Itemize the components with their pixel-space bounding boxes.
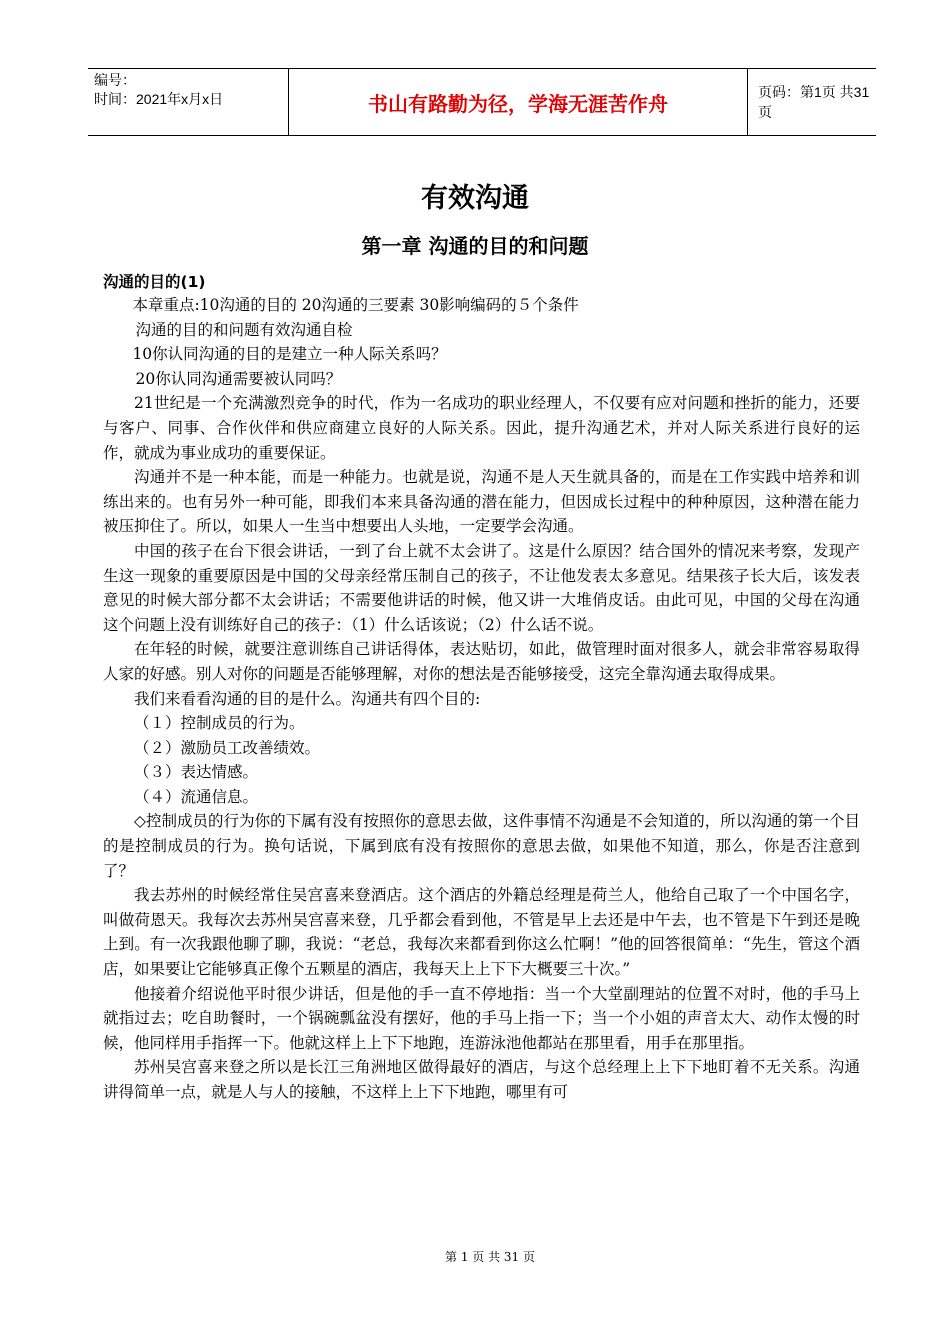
chapter-title: 第一章 沟通的目的和问题 xyxy=(361,234,589,258)
paragraph-question-1: 10你认同沟通的目的是建立一种人际关系吗？ xyxy=(132,345,447,364)
section-heading: 沟通的目的(1) xyxy=(103,273,206,291)
paragraph-question-2: 20你认同沟通需要被认同吗？ xyxy=(135,369,342,388)
document-body xyxy=(103,293,860,1105)
header-info-cell xyxy=(88,69,288,135)
paragraph: 在年轻的时候，就要注意训练自己讲话得体，表达贴切，如此，做管理时面对很多人，就会非常容易取得人家的好感。别人对你的问题是否能够理解，对你的想法是否能够接受，这完全靠沟通去取得成果。 xyxy=(103,640,860,683)
list-item: （２）激励员工改善绩效。 xyxy=(134,738,321,757)
header-page-number: 页码：第1页 共31页 xyxy=(758,84,870,120)
paragraph: 他接着介绍说他平时很少讲话，但是他的手一直不停地指：当一个大堂副理站的位置不对时，他的手马上就指过去；吃自助餐时，一个锅碗瓢盆没有摆好，他的手马上指一下；当一个小姐的声音太大、动作太慢的时候，他同样用手指挥一下。他就这样上上下下地跑，连游泳池他都站在那里看，用手在那里指。 xyxy=(103,984,860,1052)
list-item: （４）流通信息。 xyxy=(134,787,259,806)
header-motto: 书山有路勤为径，学海无涯苦作舟 xyxy=(368,93,668,116)
paragraph: 中国的孩子在台下很会讲话，一到了台上就不太会讲了。这是什么原因？结合国外的情况来考察，发现产生这一现象的重要原因是中国的父母亲经常压制自己的孩子，不让他发表太多意见。结果孩子长大后，该发表意见的时候大部分都不太会讲话；不需要他讲话的时候，他又讲一大堆俏皮话。由此可见，中国的父母在沟通这个问题上没有训练好自己的孩子：（1）什么话该说；（2）什么话不说。 xyxy=(103,541,860,634)
header-page-cell xyxy=(748,69,876,135)
document-number-label: 编号： xyxy=(94,72,136,88)
paragraph: 我们来看看沟通的目的是什么。沟通共有四个目的: xyxy=(134,689,481,708)
document-title: 有效沟通 xyxy=(421,183,529,214)
paragraph: ◇控制成员的行为你的下属有没有按照你的意思去做，这件事情不沟通是不会知道的，所以沟通的第一个目的是控制成员的行为。换句话说，下属到底有没有按照你的意思去做，如果他不知道，那么，你是否注意到了？ xyxy=(103,812,860,880)
paragraph-self-check: 沟通的目的和问题有效沟通自检 xyxy=(135,320,353,339)
document-time-label: 时间：2021年x月x日 xyxy=(94,91,224,107)
paragraph-key-points: 本章重点:10沟通的目的 20沟通的三要素 30影响编码的５个条件 xyxy=(132,296,579,314)
paragraph: 沟通并不是一种本能，而是一种能力。也就是说，沟通不是人天生就具备的，而是在工作实践中培养和训练出来的。也有另外一种可能，即我们本来具备沟通的潜在能力，但因成长过程中的种种原因，这种潜在能力被压抑住了。所以，如果人一生当中想要出人头地，一定要学会沟通。 xyxy=(103,468,860,536)
paragraph: 苏州吴宫喜来登之所以是长江三角洲地区做得最好的酒店，与这个总经理上上下下地盯着不无关系。沟通讲得简单一点，就是人与人的接触，不这样上上下下地跑，哪里有可 xyxy=(103,1058,860,1101)
page-footer: 第 1 页 共 31 页 xyxy=(445,1250,535,1264)
list-item: （１）控制成员的行为。 xyxy=(134,714,305,733)
list-item: （３）表达情感。 xyxy=(134,763,259,782)
paragraph: 我去苏州的时候经常住吴宫喜来登酒店。这个酒店的外籍总经理是荷兰人，他给自己取了一个中国名字，叫做荷恩天。我每次去苏州吴宫喜来登，几乎都会看到他，不管是早上去还是中午去，也不管是下午到还是晚上到。有一次我跟他聊了聊，我说：“老总，我每次来都看到你这么忙啊！”他的回答很简单：“先生，管这个酒店，如果要让它能够真正像个五颗星的酒店，我每天上上下下大概要三十次。” xyxy=(103,886,860,979)
header-motto-cell xyxy=(288,69,748,135)
page-header xyxy=(88,68,876,136)
paragraph: 21世纪是一个充满激烈竞争的时代，作为一名成功的职业经理人，不仅要有应对问题和挫折的能力，还要与客户、同事、合作伙伴和供应商建立良好的人际关系。因此，提升沟通艺术，并对人际关系进行良好的运作，就成为事业成功的重要保证。 xyxy=(103,394,860,462)
